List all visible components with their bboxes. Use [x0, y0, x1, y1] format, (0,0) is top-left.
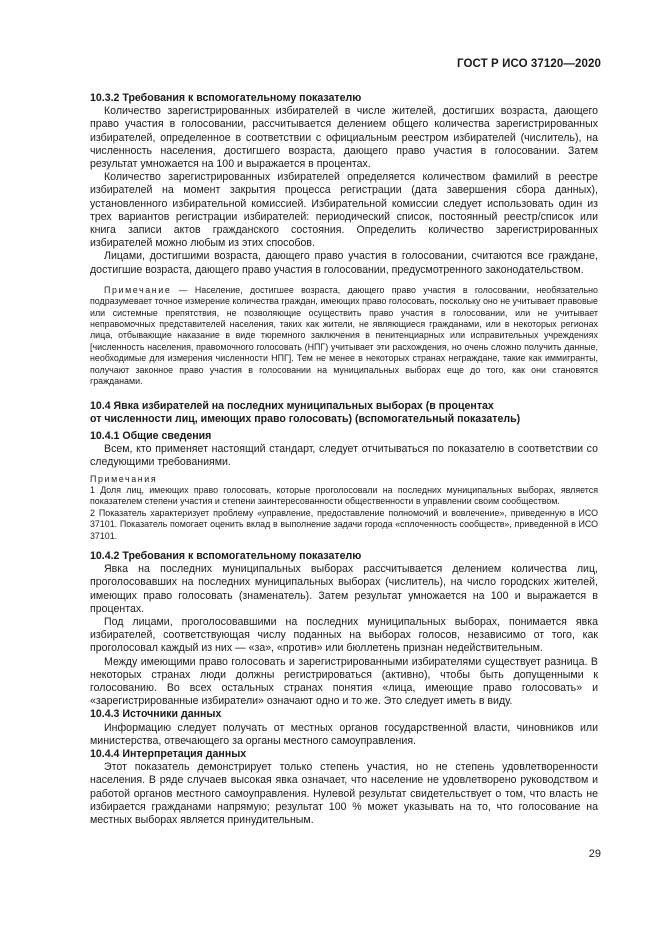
paragraph: Всем, кто применяет настоящий стандарт, следует отчитываться по показателю в соответствии со следующими требованиями. [90, 443, 598, 469]
section-heading-10-3-2: 10.3.2 Требования к вспомогательному показателю [90, 92, 362, 104]
paragraph: Лицами, достигшими возраста, дающего право участия в голосовании, считаются все граждане, достигшие возраста, дающего право участия в голосовании, предусмотренного законодательством. [90, 250, 598, 276]
notes-label [90, 474, 598, 485]
note: 1 Доля лиц, имеющих право голосовать, которые проголосовали на последних муниципальных выборах, является показателем степени участия и степени заинтересованности общественности в управлении своим сообществом. [90, 484, 598, 507]
paragraph: Количество зарегистрированных избирателей в числе жителей, достигших возраста, дающего право участия в голосовании, рассчитывается делением общего количества зарегистрированных избирателей, определенное в соответствии с официальным реестром избирателей (числитель), на численность населения, достигшего возраста, дающего право участия в голосовании. Затем результат умножается на 100 и выражается в процентах. [90, 105, 598, 171]
note-label: Примечание [104, 284, 172, 295]
section-heading-10-4-2: 10.4.2 Требования к вспомогательному показателю [90, 549, 362, 562]
section-heading-10-4-1: 10.4.1 Общие сведения [90, 429, 212, 442]
document-id: ГОСТ Р ИСО 37120—2020 [456, 58, 601, 70]
page-content [90, 92, 598, 827]
notes-label-text: Примечания [90, 473, 158, 484]
section-heading-10-4-4: 10.4.4 Интерпретация данных [90, 748, 247, 760]
section-heading-10-4 [90, 400, 598, 426]
heading-line: от численности лиц, имеющих право голосовать) (вспомогательный показатель) [90, 412, 521, 425]
paragraph: Информацию следует получать от местных органов государственной власти, чиновников или министерства, отвечающего за органы местного самоуправления. [90, 721, 598, 747]
paragraph: Между имеющими право голосовать и зарегистрированными избирателями существует разница. В некоторых странах люди должны регистрироваться (активно), чтобы быть допущенными к голосованию. Во всех остальных странах понятия «лица, имеющие право голосовать» и «зарегистрированные избиратели» означают одно и то же. Это следует иметь в виду. [90, 655, 598, 708]
paragraph: Количество зарегистрированных избирателей определяется количеством фамилий в реестре избирателей на момент закрытия процесса регистрации (дата завершения сбора данных), установленного избирательной комиссией. Избирательной комиссии следует использовать один из трех вариантов регистрации избирателей: периодический список, постоянный реестр/список или книга записи актов гражданского состояния. Определить количество зарегистрированных избирателей можно любым из этих способов. [90, 171, 598, 250]
paragraph: Этот показатель демонстрирует только степень участия, но не степень удовлетворенности населения. В ряде случаев высокая явка означает, что население не удовлетворено руководством и работой органов местного самоуправления. Нулевой результат свидетельствует о том, что власть не избирается гражданами напрямую; результат 100 % может указывать на то, что голосование на местных выборах является принудительным. [90, 761, 598, 827]
note [90, 285, 598, 388]
heading-line: 10.4 Явка избирателей на последних муниципальных выборах (в процентах [90, 399, 494, 412]
note-text: — Население, достигшее возраста, дающего право участия в голосовании, необязательно подразумевает точное измерение количества граждан, имеющих право голосовать, поскольку оно не учитывает правовые или системные препятствия, не позволяющие осуществить право участия в голосовании, или не учитывает неправомочных представителей населения, таких как жители, не являющиеся гражданами, или в некоторых регионах лица, отбывающие наказание в виде тюремного заключения в пенитенциарных или исправительных учреждениях [численность населения, правомочного голосовать (НПГ) учитывает эти расхождения, но очень сложно получить данные, необходимые для измерения численности НПГ]. Тем не менее в некоторых странах неграждане, такие как иммигранты, получают законное право участия в голосовании на муниципальных выборах еще до того, как они становятся гражданами. [90, 284, 598, 387]
paragraph: Под лицами, проголосовавшими на последних муниципальных выборах, понимается явка избирателей, соответствующая числу поданных на выборах голосов, независимо от того, как проголосовал каждый из них — «за», «против» или бюллетень признан недействительным. [90, 615, 598, 655]
paragraph: Явка на последних муниципальных выборах рассчитывается делением количества лиц, проголосовавших на последних муниципальных выборах (числитель), на число городских жителей, имеющих право голосовать (знаменатель). Затем результат умножается на 100 и выражается в процентах. [90, 563, 598, 615]
page-number: 29 [588, 848, 601, 860]
section-heading-10-4-3: 10.4.3 Источники данных [90, 708, 222, 721]
note: 2 Показатель характеризует проблему «управление, предоставление полномочий и вовлечение», приведенную в ИСО 37101. Показатель помогает оценить вклад в выполнение задачи города «сплоченность сообществ», приведенной в ИСО 37101. [90, 507, 598, 541]
